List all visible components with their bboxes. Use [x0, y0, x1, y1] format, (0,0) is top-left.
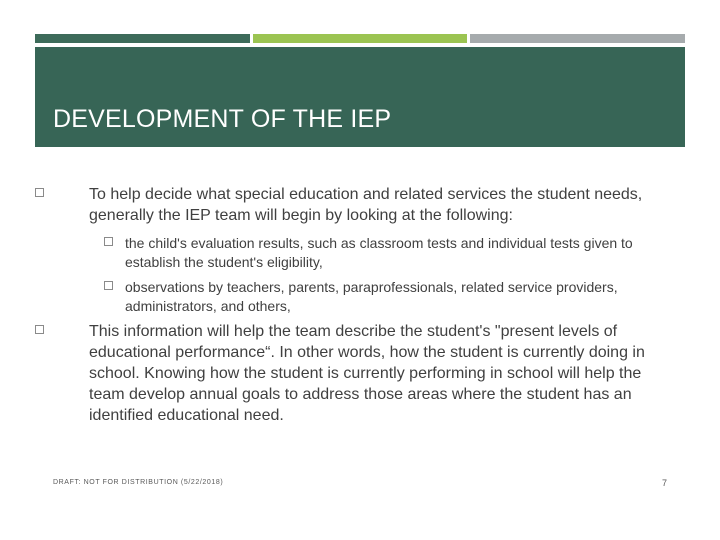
- bullet-text: observations by teachers, parents, paraprofessionals, related service providers, administrators, and others,: [125, 279, 618, 314]
- footer-note: DRAFT: NOT FOR DISTRIBUTION (5/22/2018): [53, 479, 224, 486]
- bullet-item-2: [104, 234, 676, 272]
- page-number: 7: [661, 478, 667, 488]
- bullet-item-4: [35, 321, 675, 426]
- bullet-item-3: [104, 278, 676, 316]
- bullet-text: the child's evaluation results, such as classroom tests and individual tests given to establish the student's eligibility,: [125, 235, 633, 270]
- square-bullet-icon: [35, 325, 44, 334]
- square-bullet-icon: [104, 237, 113, 246]
- bullet-text: This information will help the team describe the student's "present levels of educational performance“. In other words, how the student is currently doing in school. Knowing how the student is currently performing in school will help the team develop annual goals to address those areas where the student has an identified educational need.: [89, 323, 645, 424]
- square-bullet-icon: [35, 188, 44, 197]
- square-bullet-icon: [104, 281, 113, 290]
- bullet-item-1: [35, 184, 675, 226]
- bullet-text: To help decide what special education and related services the student needs, generally the IEP team will begin by looking at the following:: [89, 186, 643, 224]
- slide-title: DEVELOPMENT OF THE IEP: [53, 105, 392, 133]
